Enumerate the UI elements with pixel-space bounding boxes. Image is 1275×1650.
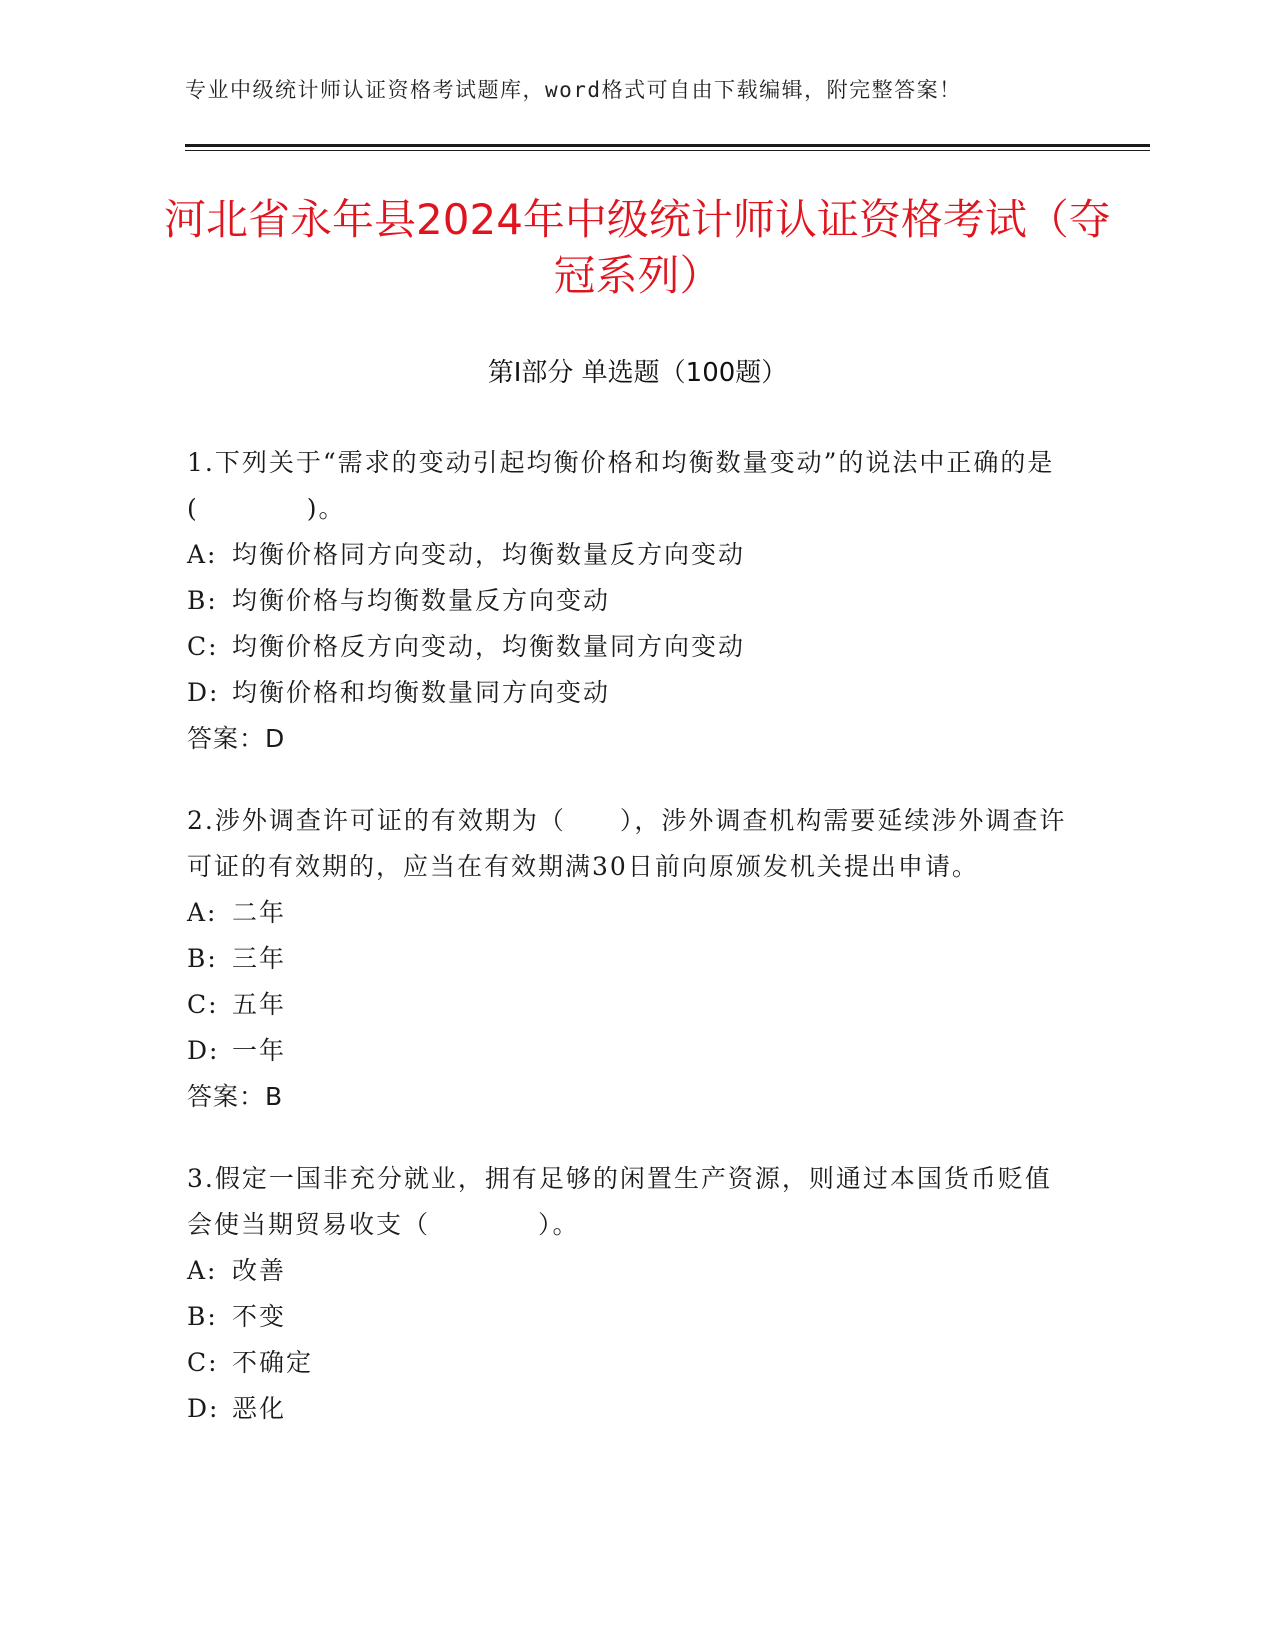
option-key: B: (187, 586, 218, 615)
option-key: C: (187, 1348, 219, 1377)
option-b (187, 578, 1077, 624)
document-title: 河北省永年县2024年中级统计师认证资格考试（夺冠系列） (164, 195, 1111, 300)
option-text: 均衡价格反方向变动，均衡数量同方向变动 (232, 632, 746, 661)
option-text: 二年 (232, 898, 287, 927)
option-text: 改善 (232, 1256, 287, 1285)
option-text: 不变 (232, 1302, 287, 1331)
option-c (187, 1340, 1077, 1386)
question-1 (187, 440, 1077, 762)
option-text: 五年 (232, 990, 287, 1019)
header-rule-thick (185, 144, 1150, 147)
option-key: D: (187, 1036, 220, 1065)
question-stem: 3.假定一国非充分就业，拥有足够的闲置生产资源，则通过本国货币贬值会使当期贸易收支（ ）。 (187, 1164, 1052, 1239)
option-text: 均衡价格与均衡数量反方向变动 (232, 586, 611, 615)
answer: 答案：D (187, 724, 286, 753)
option-a (187, 1248, 1077, 1294)
option-text: 三年 (232, 944, 287, 973)
option-d (187, 1028, 1077, 1074)
question-stem: 2.涉外调查许可证的有效期为（ ），涉外调查机构需要延续涉外调查许可证的有效期的，应当在有效期满30日前向原颁发机关提出申请。 (187, 806, 1067, 881)
answer: 答案：B (187, 1082, 284, 1111)
option-b (187, 1294, 1077, 1340)
option-b (187, 936, 1077, 982)
question-3 (187, 1156, 1077, 1432)
option-key: D: (187, 678, 220, 707)
option-key: C: (187, 990, 219, 1019)
option-text: 均衡价格和均衡数量同方向变动 (232, 678, 611, 707)
option-key: C: (187, 632, 219, 661)
option-text: 一年 (232, 1036, 287, 1065)
option-key: D: (187, 1394, 220, 1423)
option-text: 不确定 (232, 1348, 314, 1377)
option-key: B: (187, 1302, 218, 1331)
option-text: 均衡价格同方向变动，均衡数量反方向变动 (232, 540, 746, 569)
option-key: A: (187, 1256, 218, 1285)
option-c (187, 982, 1077, 1028)
option-key: A: (187, 540, 218, 569)
question-stem: 1.下列关于“需求的变动引起均衡价格和均衡数量变动”的说法中正确的是( )。 (187, 448, 1055, 523)
section-heading: 第Ⅰ部分 单选题（100题） (487, 358, 788, 388)
option-a (187, 532, 1077, 578)
option-key: A: (187, 898, 218, 927)
option-key: B: (187, 944, 218, 973)
page-header: 专业中级统计师认证资格考试题库，word格式可自由下载编辑，附完整答案！ (185, 78, 962, 102)
option-c (187, 624, 1077, 670)
option-a (187, 890, 1077, 936)
option-text: 恶化 (232, 1394, 287, 1423)
option-d (187, 670, 1077, 716)
question-list (187, 440, 1077, 1468)
option-d (187, 1386, 1077, 1432)
question-2 (187, 798, 1077, 1120)
header-rule-thin (185, 150, 1150, 151)
